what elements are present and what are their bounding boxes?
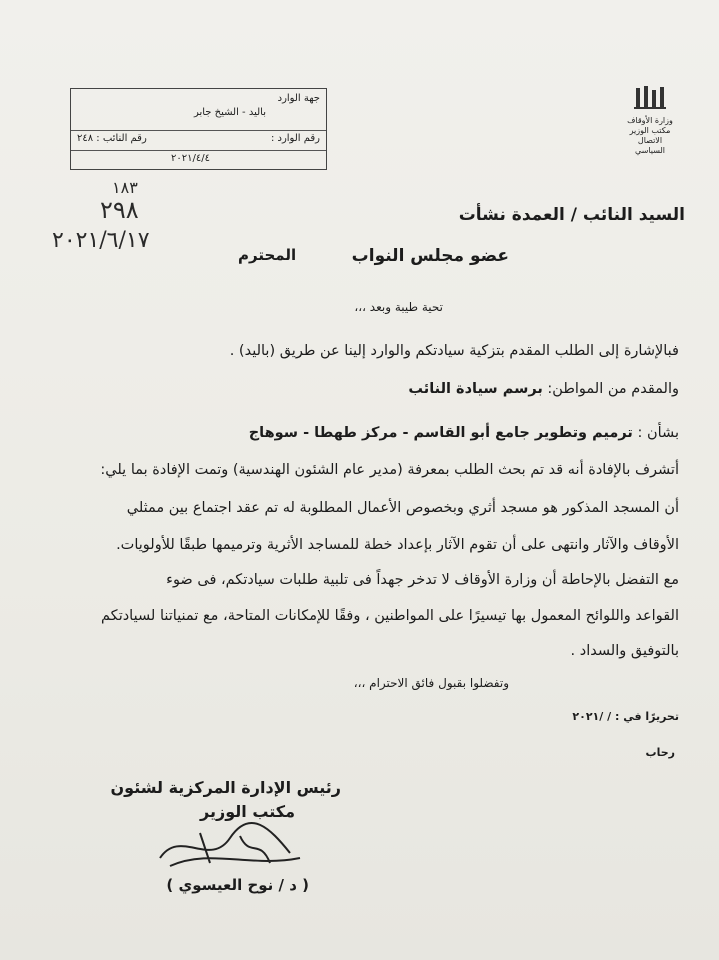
citizen-value: برسم سيادة النائب (408, 381, 543, 397)
signature-icon (150, 818, 310, 878)
addressee-name: السيد النائب / العمدة نشأت (458, 205, 685, 225)
signatory-title-1: رئيس الإدارة المركزية لشئون (110, 778, 341, 797)
signatory-name: ( د / نوح العيسوي ) (166, 876, 309, 894)
handwritten-number-1: ١٨٣ (112, 178, 138, 197)
stamp-deputy-number: رقم النائب : ٢٤٨ (77, 133, 147, 144)
ministry-emblem-icon (630, 84, 670, 112)
handwritten-number-2: ٢٩٨ (100, 196, 139, 224)
citizen-line (408, 381, 679, 397)
logo-line-1: وزارة الأوقاف (627, 116, 673, 125)
stamp-source: باليد - الشيخ جابر (193, 107, 266, 118)
stamp-title: جهة الوارد (277, 93, 320, 104)
signatory-title-2: مكتب الوزير (200, 802, 295, 821)
body-line-3: الأوقاف والآثار وانتهى على أن تقوم الآثار بإعداد خطة للمساجد الأثرية وترميمها طبقًا للأولويات. (116, 537, 679, 553)
body-line-4: مع التفضل بالإحاطة أن وزارة الأوقاف لا تدخر جهداً فى تلبية طلبات سيادتكم، فى ضوء (166, 572, 679, 588)
issued-date: تحريرًا في : / /٢٠٢١ (572, 710, 679, 723)
body-line-6: بالتوفيق والسداد . (570, 643, 679, 659)
body-line-1: أتشرف بالإفادة أنه قد تم بحث الطلب بمعرفة (مدير عام الشئون الهندسية) وتمت الإفادة بما يلي: (100, 462, 679, 478)
body-line-5: القواعد واللوائح المعمول بها تيسيرًا على المواطنين ، وفقًا للإمكانات المتاحة، مع تمنياتنا لسيادتكم (101, 608, 679, 624)
addressee-honorific: المحترم (238, 246, 297, 264)
logo-line-3: الاتصال السياسي (634, 136, 666, 155)
body-line-2: أن المسجد المذكور هو مسجد أثري وبخصوص الأعمال المطلوبة له تم عقد اجتماع بين ممثلي (126, 500, 679, 516)
logo-line-2: مكتب الوزير (629, 126, 671, 135)
greeting: تحية طيبة وبعد ،،، (354, 300, 443, 314)
citizen-label: والمقدم من المواطن: (547, 381, 679, 397)
handwritten-date: ٢٠٢١/٦/١٧ (52, 228, 150, 253)
initials: رحاب (645, 746, 675, 759)
addressee-title: عضو مجلس النواب (351, 246, 509, 266)
closing: وتفضلوا بقبول فائق الاحترام ،،، (353, 676, 509, 690)
stamp-date: ٢٠٢١/٤/٤ (171, 153, 210, 164)
subject-label: بشأن : (637, 425, 679, 441)
subject-line (249, 425, 679, 441)
subject-value: ترميم وتطوير جامع أبو القاسم - مركز طهطا - سوهاج (248, 425, 633, 441)
ministry-logo (622, 84, 678, 166)
paragraph-1: فبالإشارة إلى الطلب المقدم بتزكية سيادتكم والوارد إلينا عن طريق (باليد) . (229, 343, 679, 359)
stamp-incoming-label: رقم الوارد : (270, 133, 320, 144)
incoming-stamp (70, 88, 327, 170)
